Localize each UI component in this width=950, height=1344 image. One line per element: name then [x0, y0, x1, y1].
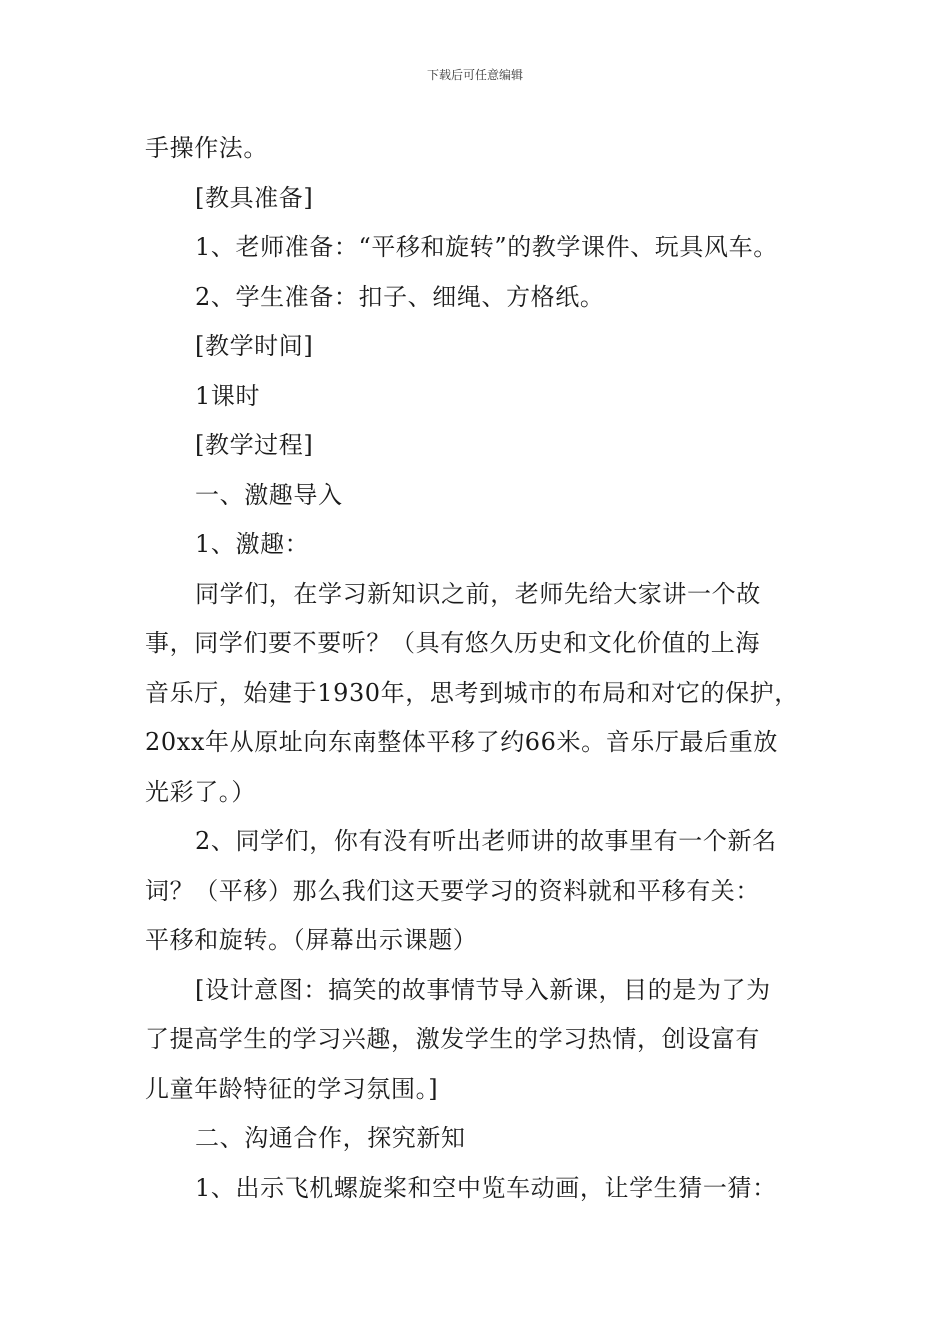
- text-line: 音乐厅，始建于1930年，思考到城市的布局和对它的保护，: [145, 678, 799, 707]
- text-line: 20xx年从原址向东南整体平移了约66米。音乐厅最后重放: [145, 728, 778, 756]
- text-line: 词？（平移）那么我们这天要学习的资料就和平移有关：: [145, 876, 760, 905]
- text-line: 2、学生准备：扣子、细绳、方格纸。: [195, 282, 605, 311]
- text-line: 事，同学们要不要听？（具有悠久历史和文化价值的上海: [145, 629, 760, 657]
- text-line: [设计意图：搞笑的故事情节导入新课，目的是为了为: [195, 975, 771, 1004]
- text-line: 2、同学们，你有没有听出老师讲的故事里有一个新名: [195, 827, 777, 855]
- text-line: 手操作法。: [145, 134, 268, 162]
- text-line: [教具准备]: [195, 183, 314, 212]
- text-line: 1、激趣：: [195, 530, 310, 558]
- text-line: 一、激趣导入: [195, 480, 343, 509]
- text-line: 1、老师准备：“平移和旋转”的教学课件、玩具风车。: [195, 233, 778, 261]
- text-line: [教学时间]: [195, 332, 314, 360]
- text-line: 1、出示飞机螺旋桨和空中览车动画，让学生猜一猜：: [195, 1173, 777, 1202]
- text-line: [教学过程]: [195, 431, 314, 459]
- text-line: 1课时: [195, 381, 261, 410]
- text-line: 了提高学生的学习兴趣，激发学生的学习热情，创设富有: [145, 1025, 760, 1053]
- text-line: 平移和旋转。（屏幕出示课题）: [145, 926, 478, 954]
- text-line: 二、沟通合作，探究新知: [195, 1124, 466, 1152]
- text-line: 光彩了。）: [145, 777, 256, 806]
- document-body: [145, 124, 825, 1213]
- text-line: 儿童年龄特征的学习氛围。]: [145, 1074, 439, 1103]
- text-line: 同学们，在学习新知识之前，老师先给大家讲一个故: [195, 579, 761, 608]
- page-header: 下载后可任意编辑: [426, 68, 523, 82]
